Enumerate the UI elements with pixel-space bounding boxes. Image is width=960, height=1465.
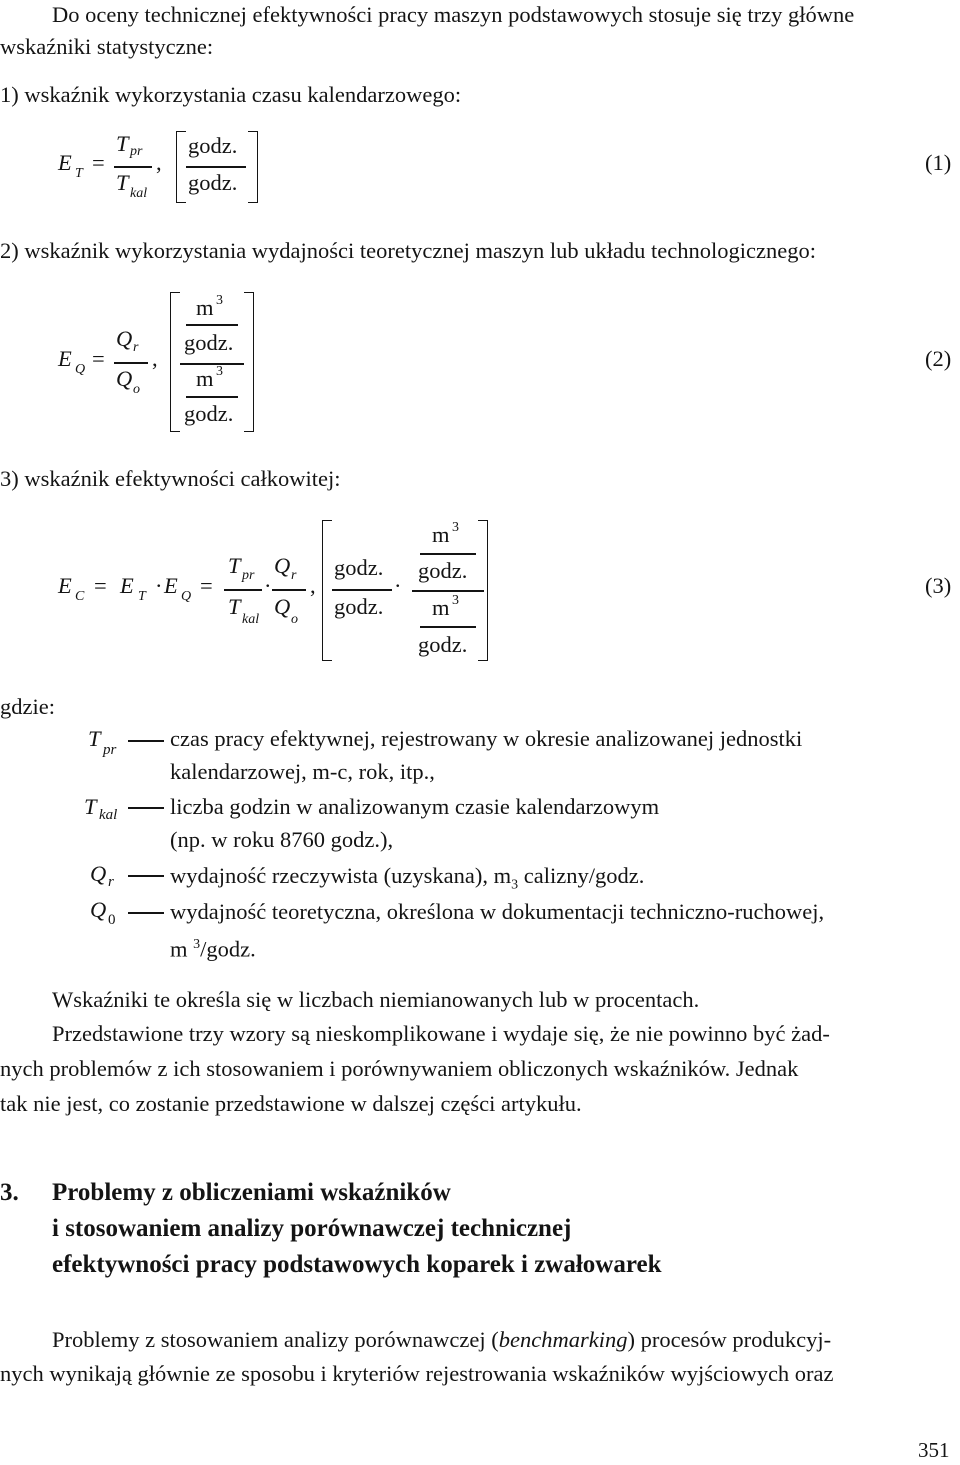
body-paragraph-1: Wskaźniki te określa się w liczbach niemianowanych lub w procentach. [52,987,700,1012]
intro-line-1: Do oceny technicznej efektywności pracy maszyn podstawowych stosuje się trzy główne [52,2,855,27]
item-2-heading: 2) wskaźnik wykorzystania wydajności teoretycznej maszyn lub układu technologicznego: [0,238,816,263]
section-number: 3. [0,1179,19,1206]
section-title-line-1: Problemy z obliczeniami wskaźników [52,1179,451,1206]
page-number: 351 [918,1438,950,1462]
closing-line-1: Problemy z stosowaniem analizy porównawczej (benchmarking) procesów produkcyj- [52,1327,832,1352]
item-1-heading: 1) wskaźnik wykorzystania czasu kalendarzowego: [0,82,462,107]
body-paragraph-2-line-1: Przedstawione trzy wzory są nieskomplikowane i wydaje się, że nie powinno być żad- [52,1021,830,1046]
body-paragraph-2-line-2: nych problemów z ich stosowaniem i porównywaniem obliczonych wskaźników. Jednak [0,1056,799,1081]
section-title-line-2: i stosowaniem analizy porównawczej technicznej [52,1215,572,1242]
equation-2-number: (2) [925,346,952,371]
intro-line-2: wskaźniki statystyczne: [0,34,214,59]
section-title-line-3: efektywności pracy podstawowych koparek i zwałowarek [52,1251,662,1278]
equation-3-number: (3) [925,573,952,598]
equation-1-number: (1) [925,150,952,175]
closing-line-2: nych wynikają głównie ze sposobu i kryteriów rejestrowania wskaźników wyjściowych oraz [0,1361,834,1386]
item-3-heading: 3) wskaźnik efektywności całkowitej: [0,466,341,491]
gdzie-label: gdzie: [0,694,55,719]
body-paragraph-2-line-3: tak nie jest, co zostanie przedstawione w dalszej części artykułu. [0,1091,582,1116]
